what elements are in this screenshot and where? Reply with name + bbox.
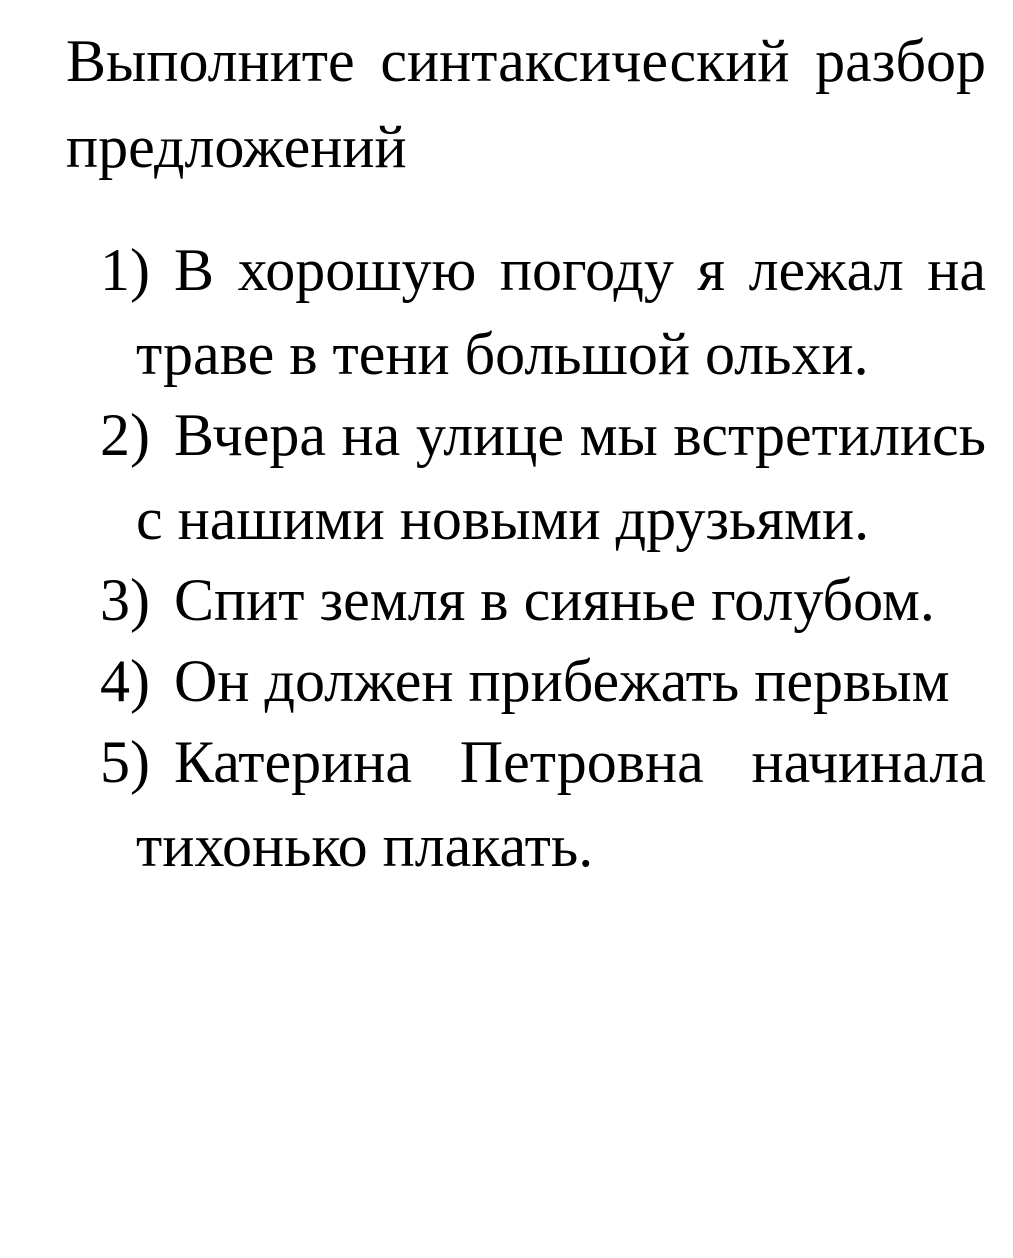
list-item [100,228,986,396]
item-number: 3) [100,567,150,633]
list-item [100,720,986,888]
sentence-text: Вчера на улице мы встретились с нашими новыми друзьями. [136,402,986,552]
sentence-text: Спит земля в сиянье голубом. [174,567,935,633]
list-item [100,393,986,561]
item-number: 2) [100,402,150,468]
item-number: 1) [100,237,150,303]
sentence-text: Он должен прибежать первым [174,648,950,714]
list-item [100,639,986,723]
item-number: 5) [100,729,150,795]
sentence-text: В хорошую погоду я лежал на траве в тени большой ольхи. [136,237,986,387]
sentence-list [100,228,986,888]
task-heading: Выполните синтаксический разбор предложений [66,28,986,180]
list-item [100,558,986,642]
sentence-text: Катерина Петровна начинала тихонько плакать. [136,729,986,879]
item-number: 4) [100,648,150,714]
